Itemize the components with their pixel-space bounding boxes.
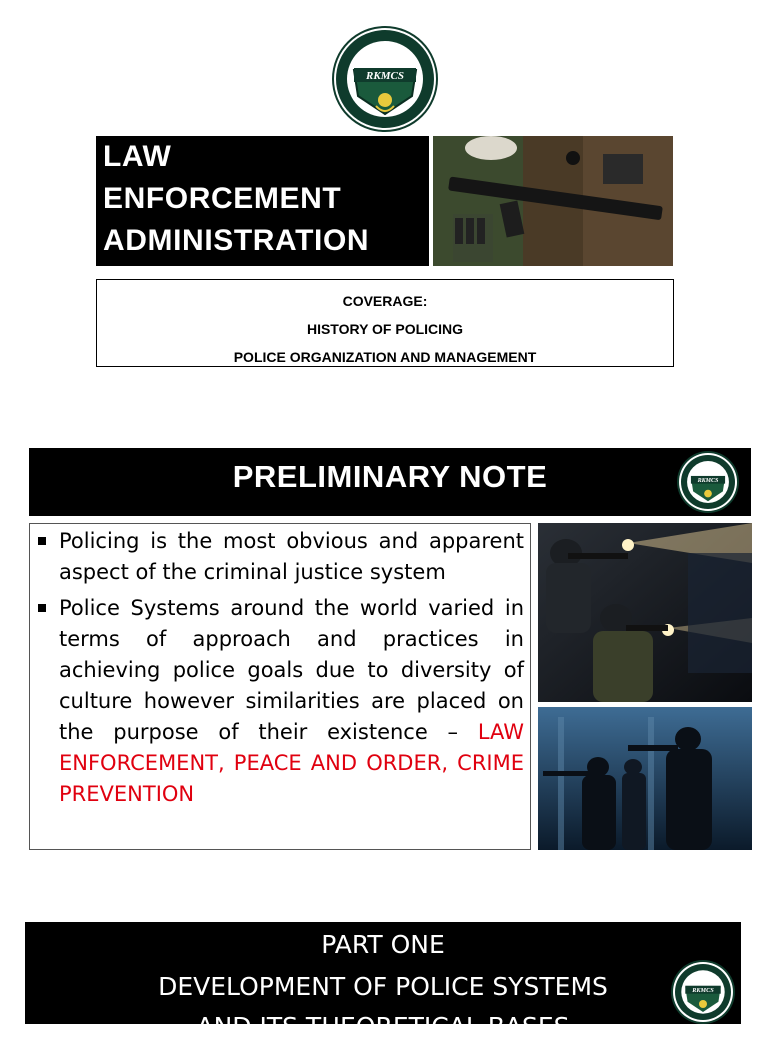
seal-text: RKMCS <box>697 478 719 484</box>
coverage-item: HISTORY OF POLICING <box>306 321 464 337</box>
bullet-highlight: LAW ENFORCEMENT, PEACE AND ORDER, CRIME PREVENTION <box>59 720 524 806</box>
tactical-officers-flashlights-icon <box>538 523 752 702</box>
swat-team-photo <box>538 707 752 850</box>
bullet-item-2 <box>37 593 524 810</box>
bullet-text: Police Systems around the world varied in terms of approach and practices in achieving police goals due to diversity of culture however similarities are placed on the purpose of their existence – <box>59 596 524 744</box>
bullet-text-box <box>29 523 531 850</box>
bullet-square-icon <box>38 604 46 612</box>
title-line-3: ADMINISTRATION <box>103 224 370 257</box>
bullet-item-1 <box>37 526 524 588</box>
rkmcs-logo <box>336 30 434 128</box>
slide1-title-box <box>96 136 429 266</box>
tactical-officers-photo <box>538 523 752 702</box>
part-title-line-3: AND ITS THEORETICAL BASES <box>196 1012 570 1041</box>
title-line-1: LAW <box>103 140 172 173</box>
rkmcs-logo-small <box>675 964 731 1020</box>
seal-icon <box>336 30 434 128</box>
seal-icon <box>681 455 735 509</box>
bullet-square-icon <box>38 537 46 545</box>
seal-text: RKMCS <box>366 70 404 82</box>
slide2-title: PRELIMINARY NOTE <box>232 459 548 494</box>
preliminary-note-header <box>29 448 751 516</box>
seal-icon <box>675 964 731 1020</box>
tactical-gear-icon <box>433 136 673 266</box>
part-title-line-1: PART ONE <box>321 930 445 959</box>
part-one-header <box>25 922 741 1041</box>
coverage-item: POLICE ORGANIZATION AND MANAGEMENT <box>233 349 537 365</box>
bullet-text: Policing is the most obvious and apparent aspect of the criminal justice system <box>59 529 524 584</box>
seal-text: RKMCS <box>692 987 714 994</box>
rkmcs-logo-small <box>681 455 735 509</box>
swat-team-silhouette-icon <box>538 707 752 850</box>
tactical-gear-photo <box>433 136 673 266</box>
title-line-2: ENFORCEMENT <box>103 182 342 215</box>
coverage-box <box>96 279 674 367</box>
part-title-line-2: DEVELOPMENT OF POLICE SYSTEMS <box>158 972 608 1001</box>
coverage-heading: COVERAGE: <box>342 293 428 309</box>
